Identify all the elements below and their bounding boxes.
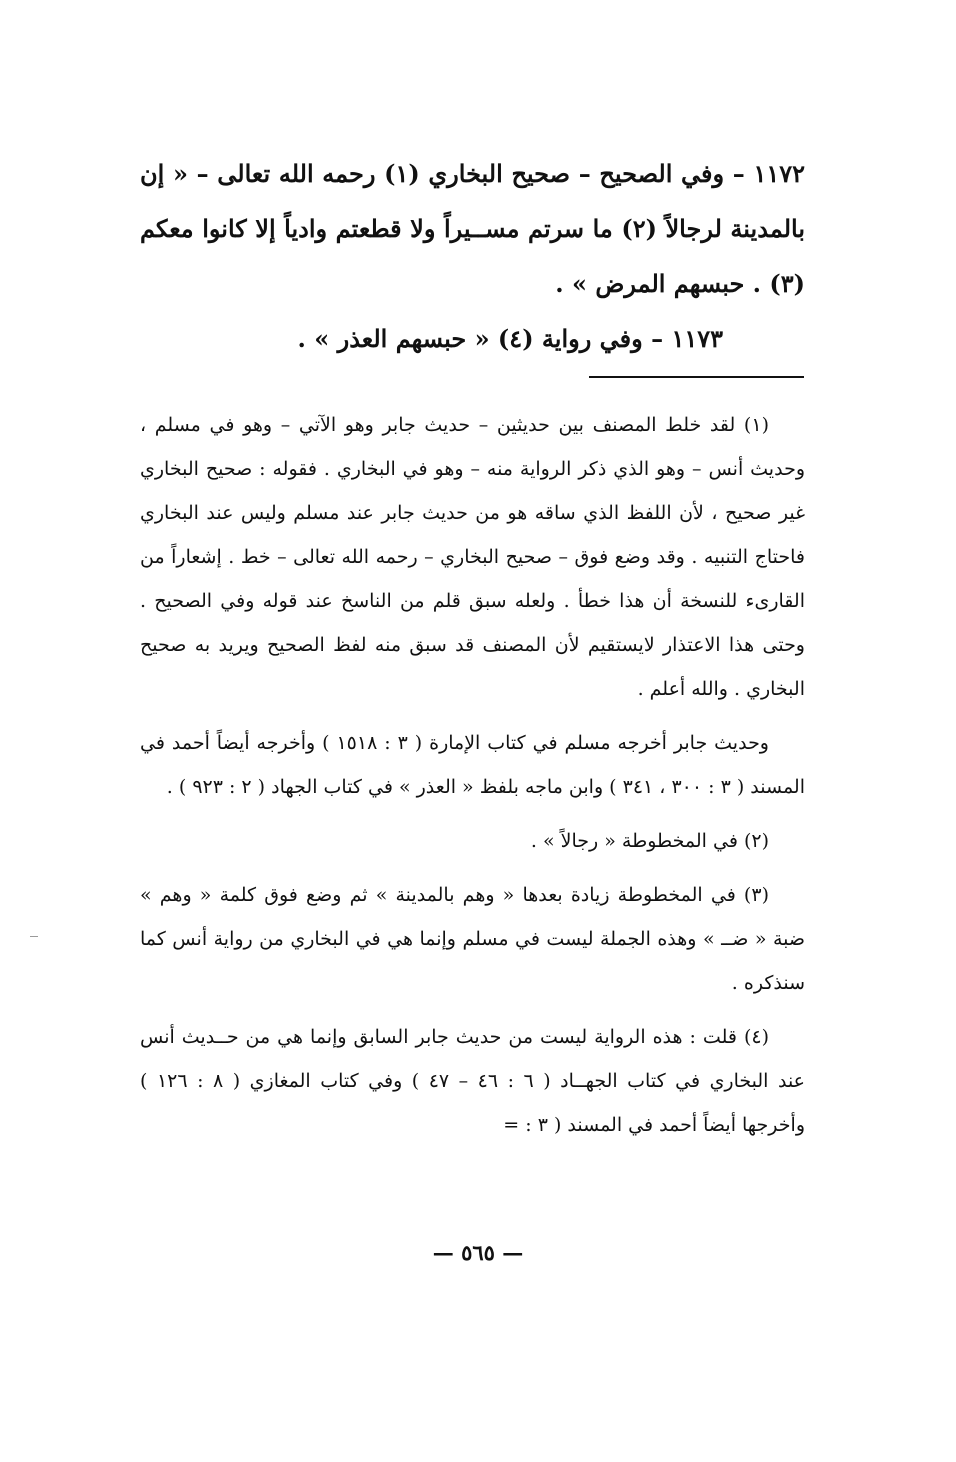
footnotes (140, 403, 805, 1157)
hadith-1173: ١١٧٣ – وفي رواية (٤) « حبسهم العذر » . (297, 324, 723, 353)
footnote-1: (١) لقد خلط المصنف بين حديثين – حديث جابر وهو الآتي – وهو في مسلم ، وحديث أنس – وهو الذي ذكر الرواية منه – وهو في البخاري . فقوله : صحيح البخاري غير صحيح ، لأن اللفظ الذي ساقه هو من حديث جابر عند مسلم وليس عند البخاري فاحتاج التنبيه . وقد وضع فوق – صحيح البخاري – رحمه الله تعالى – خط . إشعاراً من القارىء للنسخة أن هذا خطأ . ولعله سبق قلم من الناسخ عند قوله وفي الصحيح . وحتى هذا الاعتذار لايستقيم لأن المصنف قد سبق منه لفظ الصحيح ويريد به صحيح البخاري . والله أعلم . (140, 414, 805, 700)
hadith-1172: ١١٧٢ – وفي الصحيح – صحيح البخاري (١) رحمه الله تعالى – « إن بالمدينة لرجالاً (٢) ما سرتم مســيراً ولا قطعتم وادياً إلا كانوا معكم (٣) . حبسهم المرض » . (140, 159, 806, 298)
page-number: — ٥٦٥ — (432, 1240, 524, 1265)
scan-speck (30, 936, 38, 937)
footnote-4: (٤) قلت : هذه الرواية ليست من حديث جابر السابق وإنما هي من حــديث أنس عند البخاري في كتاب الجهــاد ( ٦ : ٤٦ – ٤٧ ) وفي كتاب المغازي ( ٨ : ١٢٦ ) وأخرجها أيضاً أحمد في المسند ( ٣ : = (140, 1026, 806, 1136)
footnote-separator (589, 376, 804, 378)
footnote-2: (٢) في المخطوطة « رجالاً » . (530, 830, 769, 852)
footnote-3: (٣) في المخطوطة زيادة بعدها « وهم بالمدينة » ثم وضع فوق كلمة « وهم » ضبة « ضــ » وهذه الجملة ليست في مسلم وإنما هي في البخاري من رواية أنس كما سنذكره . (140, 884, 805, 994)
footnote-1-continuation: وحديث جابر أخرجه مسلم في كتاب الإمارة ( ٣ : ١٥١٨ ) وأخرجه أيضاً أحمد في المسند ( ٣ : ٣٠٠ ، ٣٤١ ) وابن ماجه بلفظ « العذر » في كتاب الجهاد ( ٢ : ٩٢٣ ) . (140, 732, 805, 798)
main-text (140, 146, 805, 366)
